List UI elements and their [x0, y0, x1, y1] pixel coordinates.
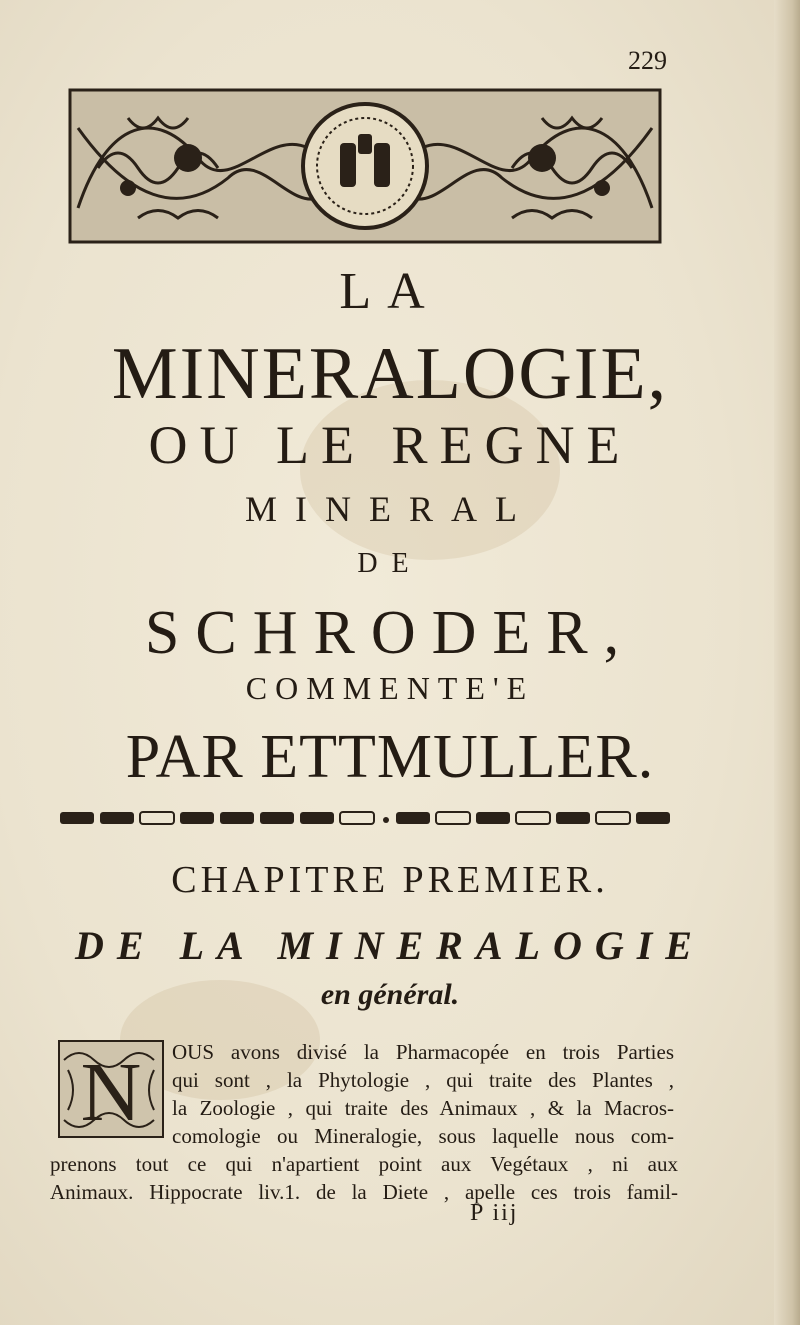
signature-mark: P iij: [470, 1200, 519, 1226]
body-line: OUS avons divisé la Pharmacopée en trois Parties: [172, 1040, 674, 1064]
body-line: comologie ou Mineralogie, sous laquelle nous com-: [172, 1124, 674, 1148]
title-line-de: DE: [357, 548, 423, 579]
title-line-ou-le-regne: OU LE REGNE: [148, 415, 632, 475]
title-line-mineral: MINERAL: [245, 489, 535, 529]
body-line: prenons tout ce qui n'apartient point aux Vegétaux , ni aux: [50, 1152, 678, 1176]
body-line: Animaux. Hippocrate liv.1. de la Diete , apelle ces trois famil-: [50, 1180, 678, 1204]
title-line-commentee: COMMENTE'E: [245, 670, 535, 706]
headpiece-ornament: [68, 88, 662, 244]
body-line: la Zoologie , qui traite des Animaux , & la Macros-: [172, 1096, 674, 1120]
chapter-subtitle: DE LA MINERALOGIE: [75, 923, 705, 968]
dropcap-letter: N: [80, 1046, 142, 1138]
page-number: 229: [628, 46, 667, 75]
title-line-mineralogie: MINERALOGIE,: [111, 333, 669, 415]
title-line-schroder: SCHRODER,: [144, 599, 636, 667]
title-line-la: LA: [339, 263, 441, 320]
body-line: qui sont , la Phytologie , qui traite des Plantes ,: [172, 1068, 674, 1092]
page-edge: [774, 0, 800, 1325]
title-line-par-ettmuller: PAR ETTMULLER.: [125, 723, 655, 791]
chapter-subtitle-continued: en général.: [320, 978, 460, 1011]
ornamental-rule: [60, 806, 672, 830]
chapter-heading: CHAPITRE PREMIER.: [171, 859, 609, 901]
dropcap-ornament: [58, 1040, 164, 1138]
